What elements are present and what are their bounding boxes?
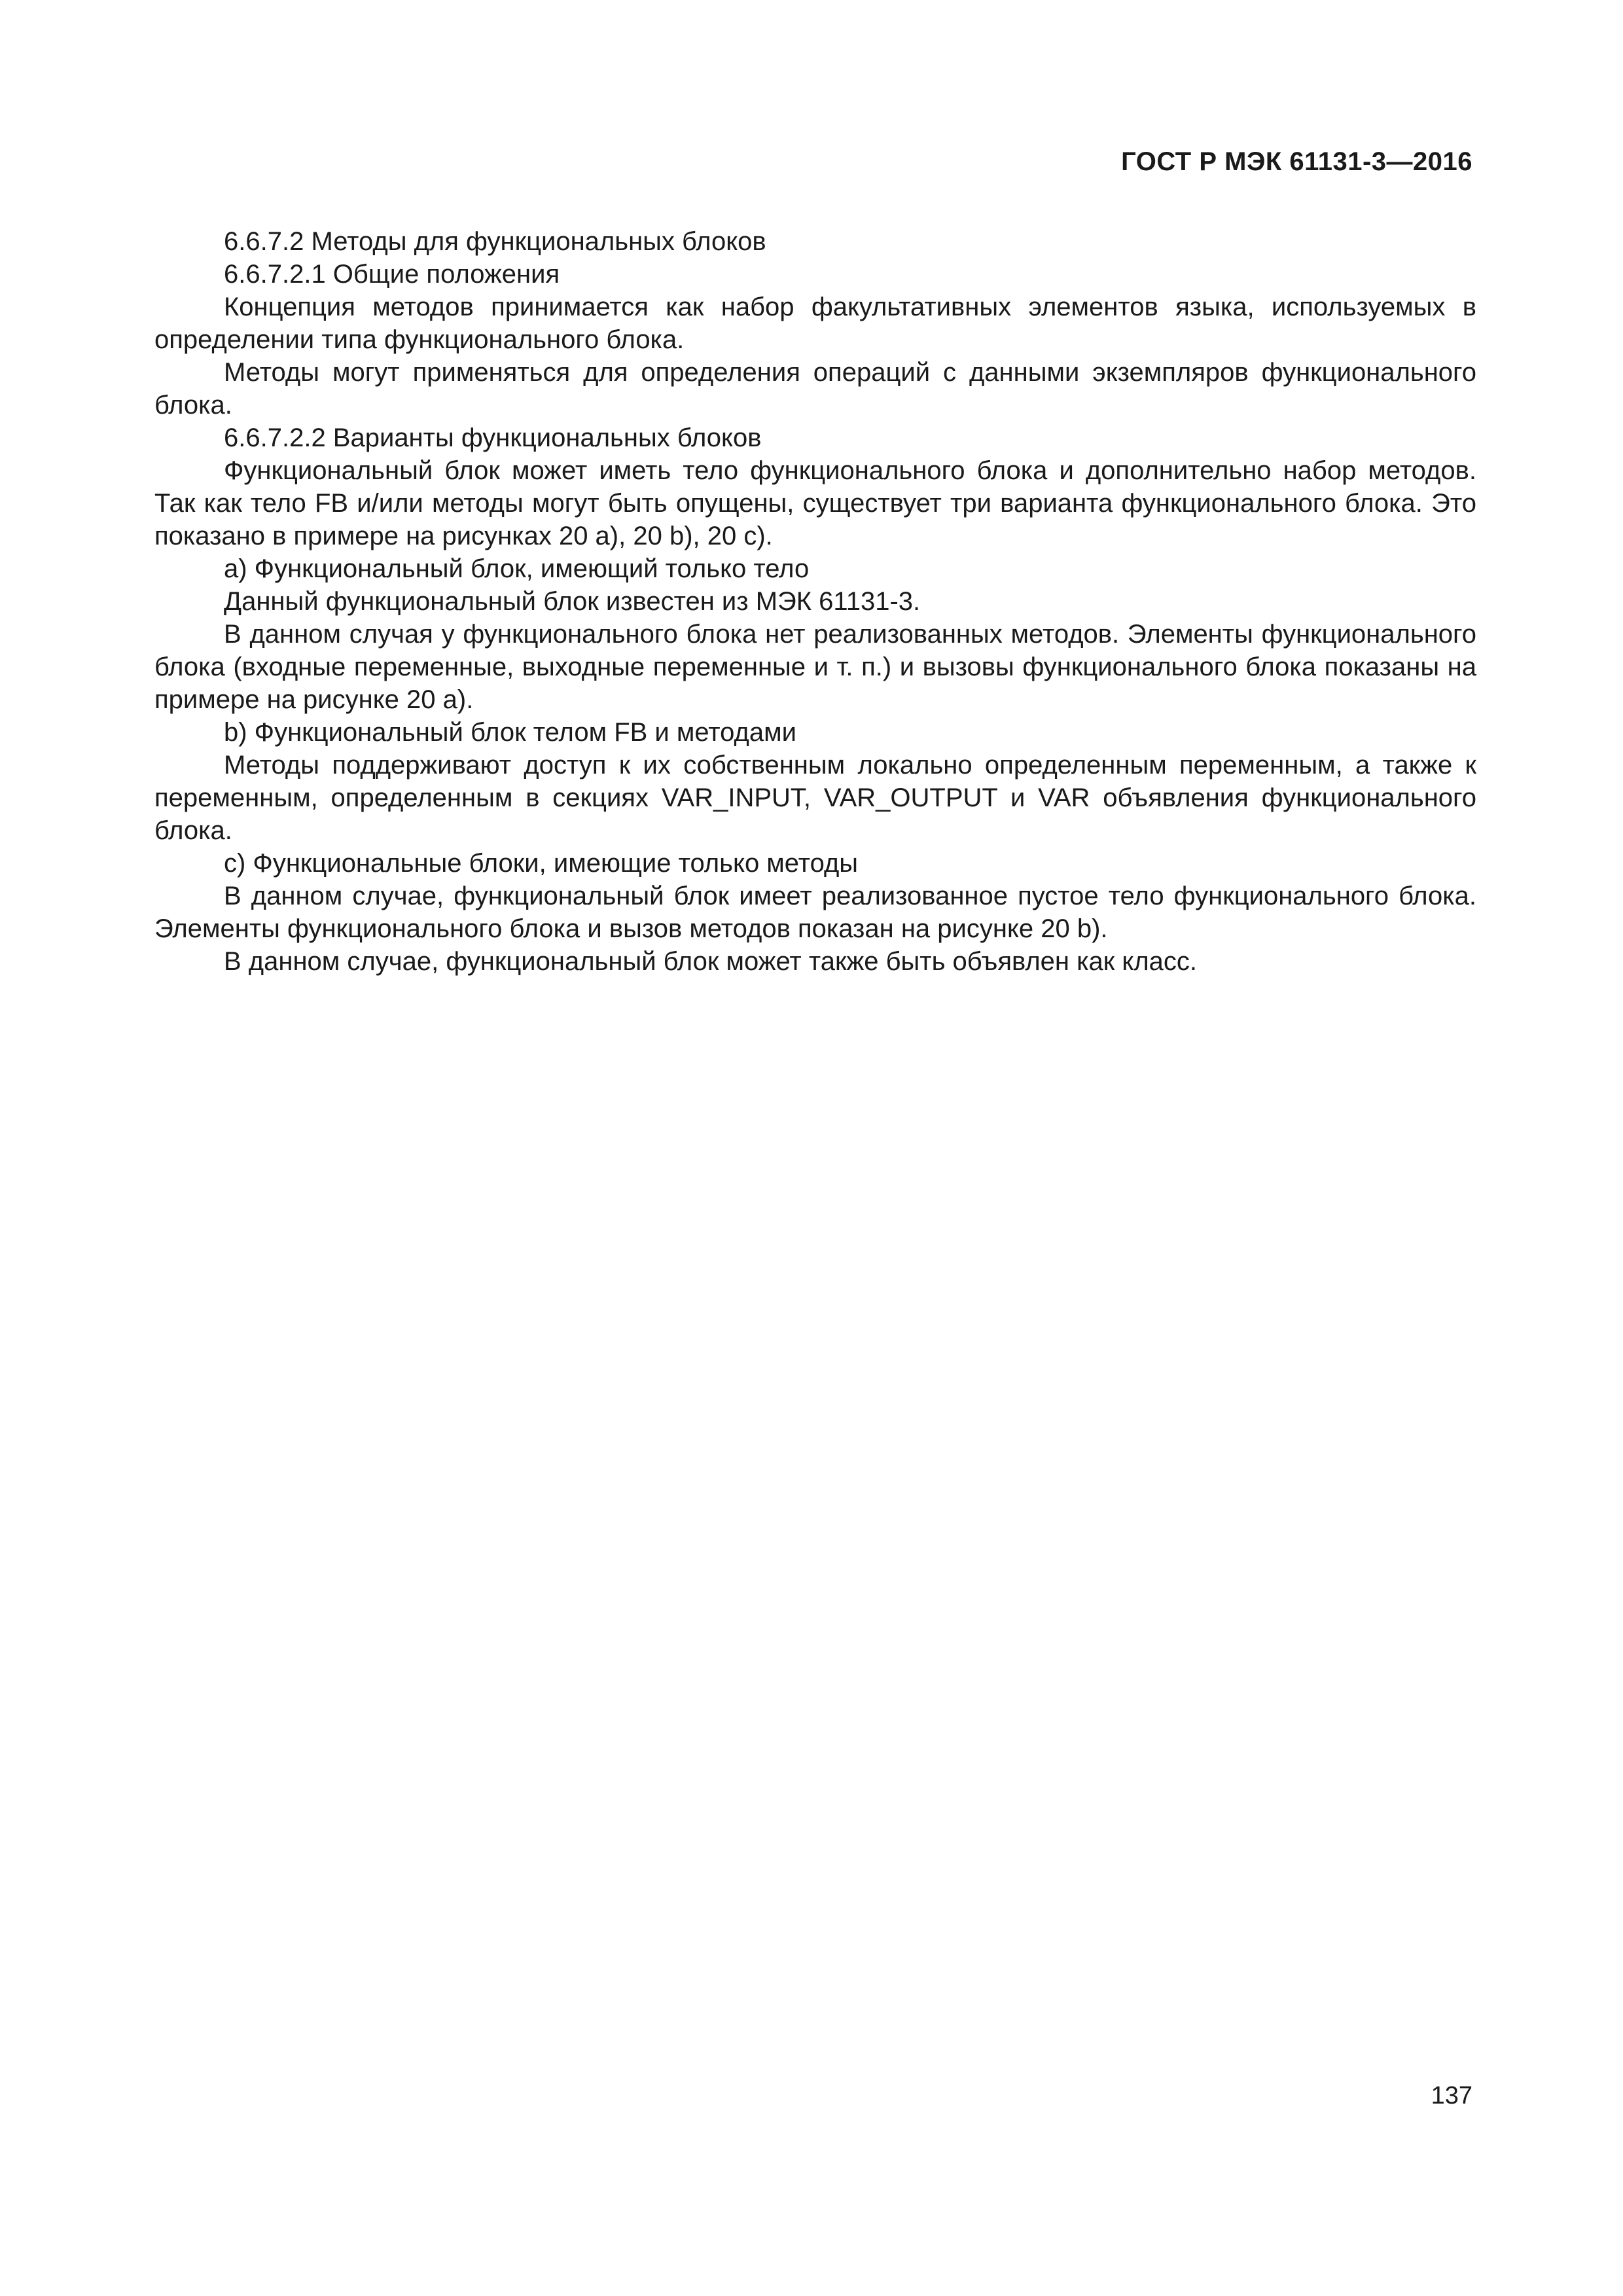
page-number: 137 bbox=[1431, 2082, 1472, 2109]
paragraph: В данном случае, функциональный блок имеет реализованное пустое тело функционального блока. Элементы функционального блока и вызов методов показан на рисунке 20 b). bbox=[154, 882, 1476, 943]
paragraph: Данный функциональный блок известен из МЭК 61131-3. bbox=[224, 587, 921, 616]
section-heading-6-6-7-2: 6.6.7.2 Методы для функциональных блоков bbox=[224, 227, 766, 256]
list-item-c: c) Функциональные блоки, имеющие только методы bbox=[224, 849, 859, 878]
standard-header: ГОСТ Р МЭК 61131-3—2016 bbox=[1121, 147, 1472, 176]
list-item-b: b) Функциональный блок телом FB и методами bbox=[224, 718, 796, 747]
paragraph: Методы могут применяться для определения операций с данными экземпляров функционального блока. bbox=[154, 358, 1476, 420]
list-item-a: a) Функциональный блок, имеющий только тело bbox=[224, 554, 810, 583]
paragraph: Методы поддерживают доступ к их собственным локально определенным переменным, а также к переменным, определенным в секциях VAR_INPUT, VAR_OUTPUT и VAR объявления функционального блока. bbox=[154, 751, 1477, 845]
paragraph: Функциональный блок может иметь тело функционального блока и дополнительно набор методов. Так как тело FB и/или методы могут быть опущены, существует три варианта функционального блока. Это показано в примере на рисунках 20 a), 20 b), 20 c). bbox=[154, 456, 1476, 550]
paragraph: В данном случае, функциональный блок может также быть объявлен как класс. bbox=[224, 947, 1198, 976]
body-text bbox=[154, 225, 1476, 978]
paragraph: Концепция методов принимается как набор факультативных элементов языка, используемых в определении типа функционального блока. bbox=[154, 293, 1476, 354]
section-heading-6-6-7-2-2: 6.6.7.2.2 Варианты функциональных блоков bbox=[224, 423, 762, 452]
paragraph: В данном случая у функционального блока нет реализованных методов. Элементы функционального блока (входные переменные, выходные переменные и т. п.) и вызовы функционального блока показаны на примере на рисунке 20 a). bbox=[154, 620, 1476, 714]
section-heading-6-6-7-2-1: 6.6.7.2.1 Общие положения bbox=[224, 260, 560, 289]
